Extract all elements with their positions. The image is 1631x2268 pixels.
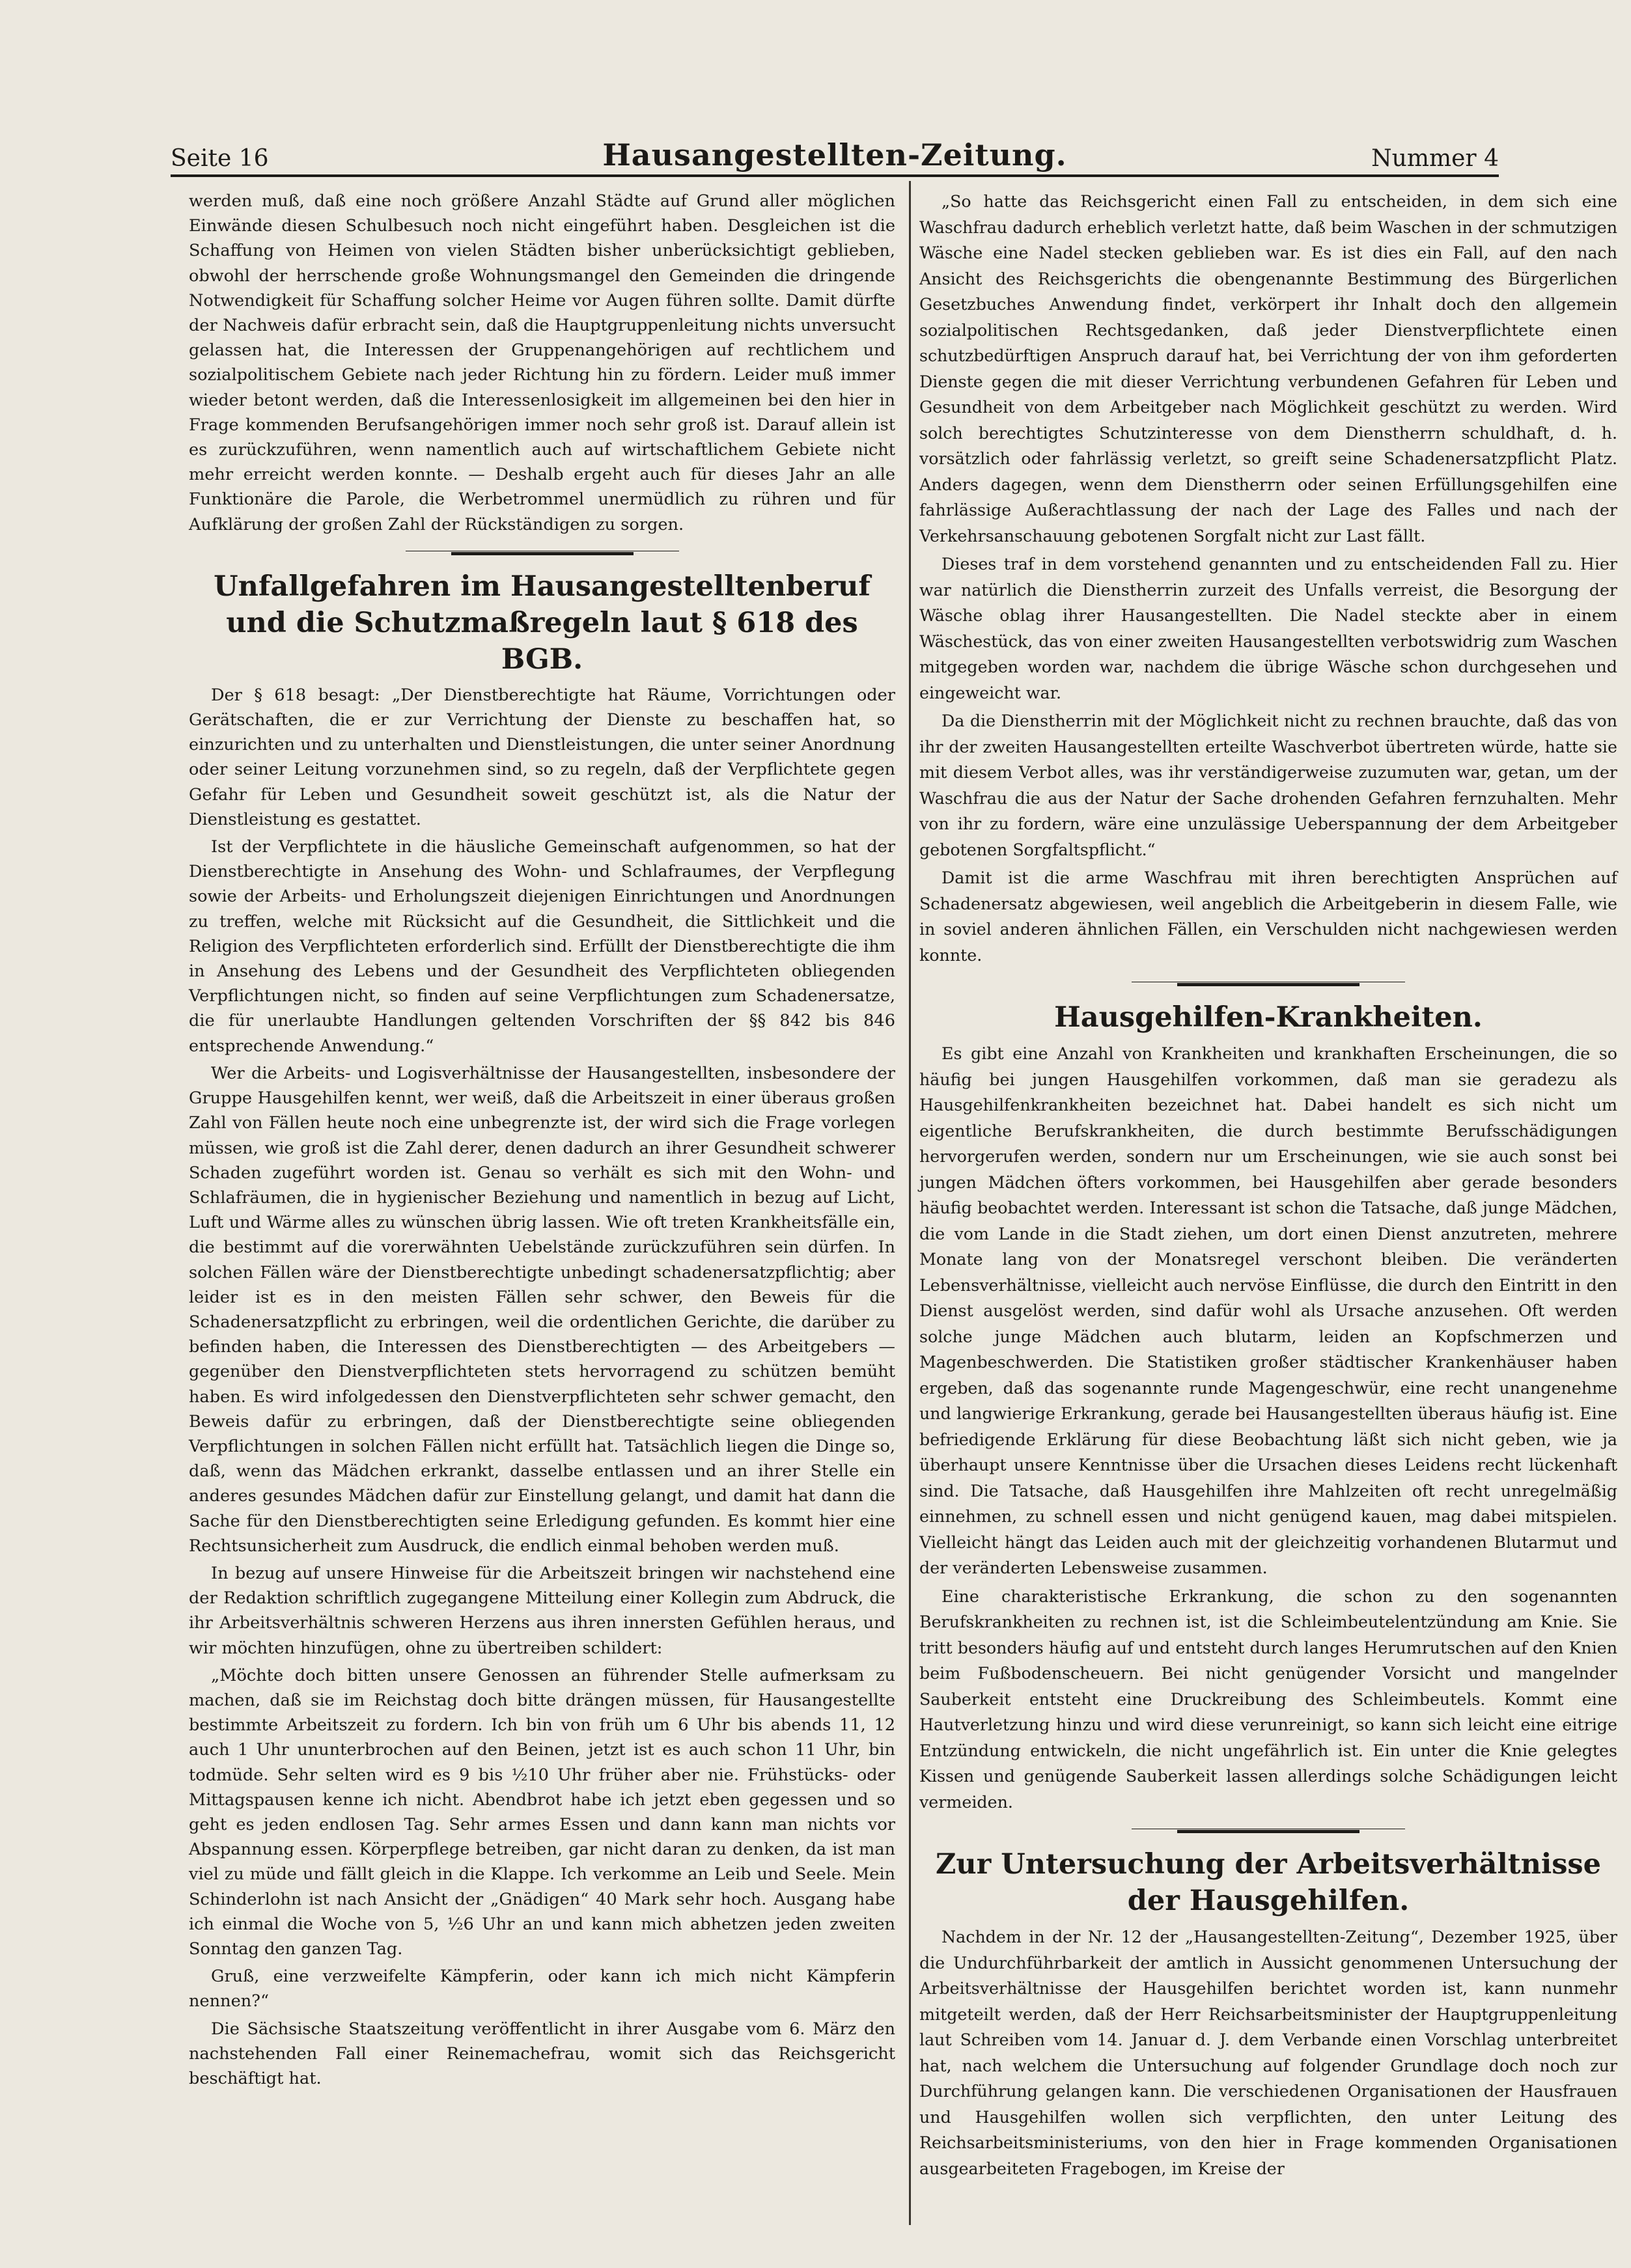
left-column [189,189,895,2094]
page-number: Seite 16 [171,145,269,172]
paragraph: Eine charakteristische Erkrankung, die schon zu den sogenannten Berufskrankheiten zu rechnen ist, ist die Schleimbeutelentzündung am Knie. Sie tritt besonders häufig auf und entsteht durch langes Herumrutschen auf den Knien beim Fußbodenscheuern. Bei nicht genügender Vorsicht und mangelnder Sauberkeit entsteht eine Druckreibung des Schleimbeutels. Kommt eine Hautverletzung hinzu und wird diese verunreinigt, so kann sich leicht eine eitrige Entzündung entwickeln, die nicht ungefährlich ist. Ein unter die Knie gelegtes Kissen und genügende Sauberkeit lassen allerdings solche Schädigungen leicht vermeiden. [919,1586,1617,1812]
paragraph: „So hatte das Reichsgericht einen Fall zu entscheiden, in dem sich eine Waschfrau dadurch erheblich verletzt hatte, daß beim Waschen in der schmutzigen Wäsche eine Nadel stecken geblieben war. Es ist dies ein Fall, auf den nach Ansicht des Reichsgerichts die obengenannte Bestimmung des Bürgerlichen Gesetzbuches Anwendung findet, verkörpert ihr Inhalt doch den allgemein sozialpolitischen Rechtsgedanken, daß jeder Dienstverpflichtete einen schutzbedürftigen Anspruch darauf hat, bei Verrichtung der von ihm geforderten Dienste gegen die mit dieser Verrichtung verbundenen Gefahren für Leben und Gesundheit von dem Arbeitgeber nach Möglichkeit geschützt zu werden. Wird solch berechtigtes Schutzinteresse von dem Dienstherrn schuldhaft, d. h. vorsätzlich oder fahrlässig verletzt, so greift seine Schadenersatzpflicht Platz. Anders dagegen, wenn dem Dienstherrn oder seinen Erfüllungsgehilfen eine fahrlässige Außerachtlassung der nach der Lage des Falles und nach der Verkehrsanschauung gebotenen Sorgfalt nicht zur Last fällt. [919,192,1617,546]
paragraph: In bezug auf unsere Hinweise für die Arbeitszeit bringen wir nachstehend eine der Redaktion schriftlich zugegangene Mitteilung einer Kollegin zum Abdruck, die ihr Arbeitsverhältnis schweren Herzens aus ihren innersten Gefühlen heraus, und wir möchten hinzufügen, ohne zu übertreiben schildert: [189,1563,895,1658]
article-heading-untersuchung: Zur Untersuchung der Arbeitsverhältnisse der Hausgehilfen. [936,1848,1601,1917]
section-separator [919,1818,1617,1844]
right-column [919,189,1617,2184]
paragraph: Es gibt eine Anzahl von Krankheiten und krankhaften Erscheinungen, die so häufig bei jungen Hausgehilfen vorkommen, daß man sie geradezu als Hausgehilfenkrankheiten bezeichnet hat. Dabei handelt es sich nicht um eigentliche Berufskrankheiten, die durch bestimmte Berufsschädigungen hervorgerufen werden, sondern nur um Erscheinungen, wie sie auch sonst bei jungen Mädchen öfters vorkommen, bei Hausgehilfen aber gerade besonders häufig beobachtet werden. Interessant ist schon die Tatsache, daß junge Mädchen, die vom Lande in die Stadt ziehen, um dort einen Dienst anzutreten, mehrere Monate lang von der Monatsregel verschont bleiben. Die veränderten Lebensverhältnisse, vielleicht auch nervöse Einflüsse, die durch den Eintritt in den Dienst ausgelöst werden, sind dafür wohl als Ursache anzusehen. Oft werden solche junge Mädchen auch blutarm, leiden an Kopfschmerzen und Magenbeschwerden. Die Statistiken großer städtischer Krankenhäuser haben ergeben, daß das sogenannte runde Magengeschwür, eine recht unangenehme und langwierige Erkrankung, gerade bei Hausangestellten überaus häufig ist. Eine befriedigende Erklärung für diese Beobachtung läßt sich nicht geben, wie ja überhaupt unsere Kenntnisse über die Ursachen dieses Leidens recht lückenhaft sind. Die Tatsache, daß Hausgehilfen ihre Mahlzeiten oft recht unregelmäßig einnehmen, zu schnell essen und nicht genügend kauen, mag dabei mitspielen. Vielleicht hängt das Leiden auch mit der gleichzeitig vorhandenen Blutarmut und der veränderten Lebensweise zusammen. [919,1044,1617,1577]
header-rule [171,174,1499,177]
section-separator [919,971,1617,997]
paragraph: Damit ist die arme Waschfrau mit ihren berechtigten Ansprüchen auf Schadenersatz abgewiesen, weil angeblich die Arbeitgeberin in diesem Falle, wie in soviel anderen ähnlichen Fällen, ein Verschulden nicht nachgewiesen werden konnte. [919,868,1617,965]
paragraph: Ist der Verpflichtete in die häusliche Gemeinschaft aufgenommen, so hat der Dienstberechtigte in Ansehung des Wohn- und Schlafraumes, der Verpflegung sowie der Arbeits- und Erholungszeit diejenigen Einrichtungen und Anordnungen zu treffen, welche mit Rücksicht auf die Gesundheit, die Sittlichkeit und die Religion des Verpflichteten erforderlich sind. Erfüllt der Dienstberechtigte die ihm in Ansehung des Lebens und der Gesundheit des Verpflichteten obliegenden Verpflichtungen nicht, so finden auf seine Verpflichtungen zum Schadenersatze, die für unerlaubte Handlungen geltenden Vorschriften der §§ 842 bis 846 entsprechende Anwendung.“ [189,837,895,1056]
paragraph: Wer die Arbeits- und Logisverhältnisse der Hausangestellten, insbesondere der Gruppe Hausgehilfen kennt, wer weiß, daß die Arbeitszeit in einer überaus großen Zahl von Fällen heute noch eine unbegrenzte ist, der wird sich die Frage vorlegen müssen, wie groß ist die Zahl derer, denen dadurch an ihrer Gesundheit schwerer Schaden zugeführt worden ist. Genau so verhält es sich mit den Wohn- und Schlafräumen, die in hygienischer Beziehung und namentlich in bezug auf Licht, Luft und Wärme alles zu wünschen übrig lassen. Wie oft treten Krankheitsfälle ein, die bestimmt auf die vorerwähnten Uebelstände zurückzuführen sein dürfen. In solchen Fällen wäre der Dienstberechtigte unbedingt schadenersatzpflichtig; aber leider ist es in den meisten Fällen sehr schwer, den Beweis für die Schadenersatzpflicht zu erbringen, weil die ordentlichen Gerichte, die darüber zu befinden haben, die Interessen des Dienstberechtigten — des Arbeitgebers — gegenüber den Dienstverpflichteten stets hervorragend zu schützen bemüht haben. Es wird infolgedessen den Dienstverpflichteten sehr schwer gemacht, den Beweis dafür zu erbringen, daß der Dienstberechtigte seine obliegenden Verpflichtungen in solchen Fällen nicht erfüllt hat. Tatsächlich liegen die Dinge so, daß, wenn das Mädchen erkrankt, dasselbe entlassen und an ihrer Stelle ein anderes gesundes Mädchen dafür zur Einstellung gelangt, und damit hat dann die Sache für den Dienstberechtigten seine Erledigung gefunden. Es kommt hier eine Rechtsunsicherheit zum Ausdruck, die endlich einmal behoben werden muß. [189,1063,895,1556]
paragraph: Da die Dienstherrin mit der Möglichkeit nicht zu rechnen brauchte, daß das von ihr der zweiten Hausangestellten erteilte Waschverbot übertreten würde, hatte sie mit diesem Verbot alles, was ihr verständigerweise zuzumuten war, getan, um der Waschfrau die aus der Natur der Sache drohenden Gefahren fernzuhalten. Mehr von ihr zu fordern, wäre eine unzulässige Ueberspannung der dem Arbeitgeber gebotenen Sorgfaltspflicht.“ [919,712,1617,859]
paragraph: werden muß, daß eine noch größere Anzahl Städte auf Grund aller möglichen Einwände diesen Schulbesuch noch nicht eingeführt haben. Desgleichen ist die Schaffung von Heimen von vielen Städten bisher unberücksichtigt geblieben, obwohl der herrschende große Wohnungsmangel den Gemeinden die dringende Notwendigkeit für Schaffung solcher Heime vor Augen führen sollte. Damit dürfte der Nachweis dafür erbracht sein, daß die Hauptgruppenleitung nichts unversucht gelassen hat, die Interessen der Gruppenangehörigen auf rechtlichem und sozialpolitischem Gebiete nach jeder Richtung hin zu fördern. Leider muß immer wieder betont werden, daß die Interessenlosigkeit im allgemeinen bei den hier in Frage kommenden Berufsangehörigen immer noch sehr groß ist. Darauf allein ist es zurückzuführen, wenn namentlich auch auf wirtschaftlichem Gebiete nicht mehr erreicht werden konnte. — Deshalb ergeht auch für dieses Jahr an alle Funktionäre die Parole, die Werbetrommel unermüdlich zu rühren und für Aufklärung der großen Zahl der Rückständigen zu sorgen. [189,191,895,534]
paragraph: Nachdem in der Nr. 12 der „Hausangestellten-Zeitung“, Dezember 1925, über die Undurchführbarkeit der amtlich in Aussicht genommenen Untersuchung der Arbeitsverhältnisse der Hausgehilfen berichtet worden ist, kann nunmehr mitgeteilt werden, daß der Herr Reichsarbeitsminister der Hauptgruppenleitung laut Schreiben vom 14. Januar d. J. dem Verbande einen Vorschlag unterbreitet hat, nach welchem die Untersuchung auf folgender Grundlage doch noch zur Durchführung gelangen kann. Die verschiedenen Organisationen der Hausfrauen und Hausgehilfen wollen sich verpflichten, den unter Leitung des Reichsarbeitsministeriums, von den hier in Frage kommenden Organisationen ausgearbeiteten Fragebogen, im Kreise der [919,1928,1617,2178]
paragraph: Dieses traf in dem vorstehend genannten und zu entscheidenden Fall zu. Hier war natürlich die Dienstherrin zurzeit des Unfalls verreist, die Besorgung der Wäsche oblag ihrer Hausangestellten. Die Nadel steckte aber in einem Wäschestück, das von einer zweiten Hausangestellten verbotswidrig zum Waschen mitgegeben worden war, nachdem die übrige Wäsche schon durchgesehen und eingeweicht war. [919,555,1617,702]
page-header [171,133,1499,179]
paragraph: „Möchte doch bitten unsere Genossen an führender Stelle aufmerksam zu machen, daß sie im Reichstag doch bitte drängen müssen, für Hausangestellte bestimmte Arbeitszeit zu fordern. Ich bin von früh um 6 Uhr bis abends 11, 12 auch 1 Uhr ununterbrochen auf den Beinen, jetzt ist es auch schon 11 Uhr, bin todmüde. Sehr selten wird es 9 bis ½10 Uhr früher aber nie. Frühstücks- oder Mittagspausen kenne ich nicht. Abendbrot habe ich jetzt eben gegessen und so geht es jeden endlosen Tag. Sehr armes Essen und dann kann man nichts vor Abspannung essen. Körperpflege betreiben, gar nicht daran zu denken, da ist man viel zu müde und fällt gleich in die Klappe. Ich verkomme an Leib und Seele. Mein Schinderlohn ist nach Ansicht der „Gnädigen“ 40 Mark sehr hoch. Ausgang habe ich einmal die Woche von 5, ½6 Uhr an und kann mich abhetzen jeden zweiten Sonntag den ganzen Tag. [189,1665,895,1959]
newspaper-title: Hausangestellten-Zeitung. [602,137,1067,173]
issue-number: Nummer 4 [1371,145,1499,172]
paragraph: Gruß, eine verzweifelte Kämpferin, oder kann ich mich nicht Kämpferin nennen?“ [189,1967,895,2012]
article-heading-hausgehilfen-krankheiten: Hausgehilfen-Krankheiten. [1054,1001,1483,1034]
article-heading-unfallgefahren: Unfallgefahren im Hausangestelltenberuf und die Schutzmaßregeln laut § 618 des BGB. [214,570,871,676]
column-rule [909,181,911,2225]
paragraph: Der § 618 besagt: „Der Dienstberechtigte hat Räume, Vorrichtungen oder Gerätschaften, die er zur Verrichtung der Dienste zu beschaffen hat, so einzurichten und zu unterhalten und Dienstleistungen, die unter seiner Anordnung oder seiner Leitung vorzunehmen sind, so zu regeln, daß der Verpflichtete gegen Gefahr für Leben und Gesundheit soweit geschützt ist, als die Natur der Dienstleistung es gestattet. [189,685,895,829]
section-separator [189,540,895,566]
paragraph: Die Sächsische Staatszeitung veröffentlicht in ihrer Ausgabe vom 6. März den nachstehenden Fall einer Reinemachefrau, womit sich das Reichsgericht beschäftigt hat. [189,2019,895,2089]
